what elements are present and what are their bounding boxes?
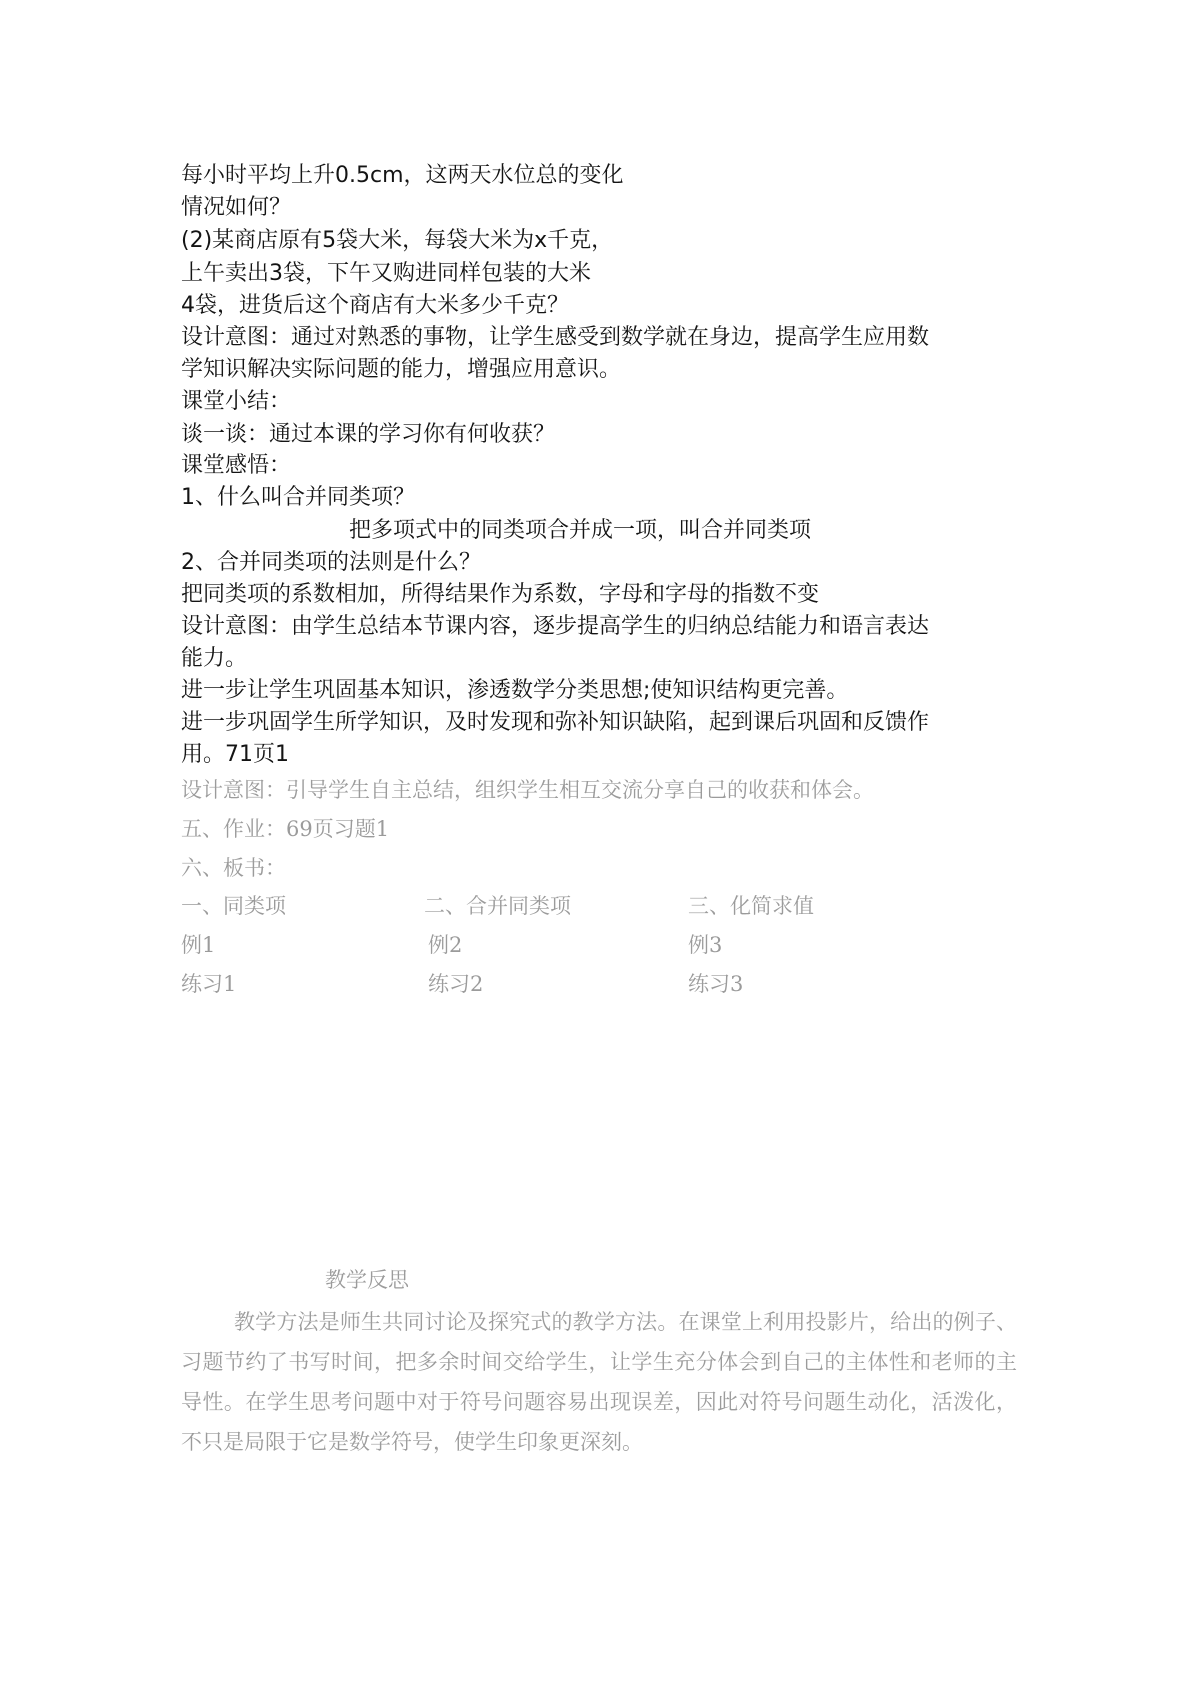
text-line: 能力。 (181, 646, 248, 671)
text-line: 课堂小结： (181, 389, 292, 414)
board-col3-example: 例3 (688, 933, 723, 957)
text-line: 每小时平均上升0.5cm，这两天水位总的变化 (181, 163, 624, 188)
board-col2-exercise: 练习2 (428, 972, 484, 996)
board-col3-exercise: 练习3 (688, 972, 744, 996)
reflection-body: 教学方法是师生共同讨论及探究式的教学方法。在课堂上利用投影片，给出的例子、习题节约了书写时间，把多余时间交给学生，让学生充分体会到自己的主体性和老师的主导性。在学生思考问题中对于符号问题容易出现误差，因此对符号问题生动化，活泼化，不只是局限于它是数学符号，使学生印象更深刻。 (181, 1310, 1017, 1454)
text-line: 用。71页1 (181, 742, 289, 767)
board-col2-example: 例2 (428, 933, 463, 957)
board-heading: 六、板书： (181, 856, 286, 880)
text-line: 课堂感悟： (181, 453, 292, 478)
design-intent-note: 设计意图：引导学生自主总结，组织学生相互交流分享自己的收获和体会。 (181, 778, 874, 802)
text-line: 进一步让学生巩固基本知识，渗透数学分类思想;使知识结构更完善。 (181, 678, 849, 703)
text-line: 情况如何？ (181, 195, 292, 220)
board-col1-exercise: 练习1 (181, 972, 237, 996)
board-col1-heading: 一、同类项 (181, 894, 286, 918)
homework-note: 五、作业：69页习题1 (181, 817, 390, 841)
text-line: 进一步巩固学生所学知识，及时发现和弥补知识缺陷，起到课后巩固和反馈作 (181, 710, 930, 735)
reflection-title: 教学反思 (325, 1268, 409, 1292)
board-col2-heading: 二、合并同类项 (424, 894, 571, 918)
text-line: 设计意图：由学生总结本节课内容，逐步提高学生的归纳总结能力和语言表达 (181, 614, 930, 639)
answer-2: 把同类项的系数相加，所得结果作为系数，字母和字母的指数不变 (181, 582, 820, 607)
question-2: 2、合并同类项的法则是什么？ (181, 550, 481, 575)
text-line: (2)某商店原有5袋大米，每袋大米为x千克， (181, 228, 614, 253)
text-line: 谈一谈：通过本课的学习你有何收获？ (181, 422, 556, 447)
text-line: 设计意图：通过对熟悉的事物，让学生感受到数学就在身边，提高学生应用数 (181, 325, 930, 350)
text-line: 4袋，进货后这个商店有大米多少千克？ (181, 293, 569, 318)
answer-1: 把多项式中的同类项合并成一项，叫合并同类项 (349, 518, 812, 543)
board-col3-heading: 三、化简求值 (688, 894, 814, 918)
board-col1-example: 例1 (181, 933, 216, 957)
text-line: 学知识解决实际问题的能力，增强应用意识。 (181, 357, 622, 382)
text-line: 上午卖出3袋，下午又购进同样包装的大米 (181, 261, 591, 286)
question-1: 1、什么叫合并同类项？ (181, 485, 415, 510)
